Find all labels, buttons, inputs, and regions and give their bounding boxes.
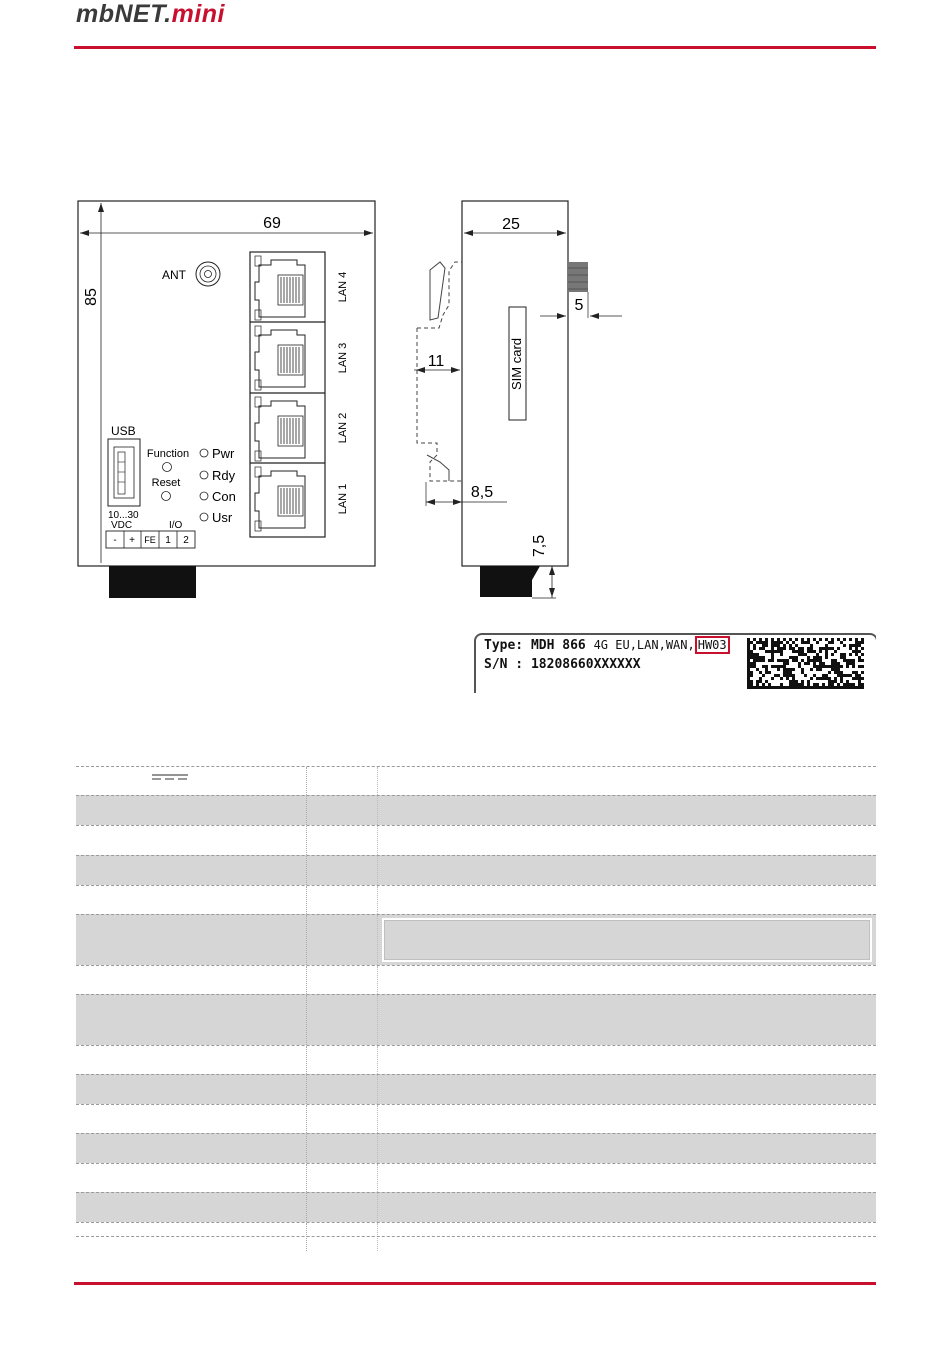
led-usr-icon — [200, 513, 208, 521]
spec-table-row — [76, 1045, 876, 1074]
lan-ports-block — [250, 252, 325, 537]
datamatrix-code-icon — [747, 638, 865, 690]
terminal-io2: 2 — [183, 535, 189, 546]
spec-inner-box — [382, 918, 872, 962]
dim-depth: 25 — [502, 216, 520, 233]
spec-table-row — [76, 994, 876, 1045]
dim-clip: 8,5 — [470, 484, 494, 501]
lan-port-icon — [250, 322, 325, 390]
footer-rule — [74, 1282, 876, 1285]
side-view — [414, 201, 622, 598]
lan-port-icon — [255, 256, 305, 320]
function-button-icon — [163, 463, 172, 472]
spec-table-row — [76, 885, 876, 914]
din-clip-outline — [417, 262, 462, 328]
spec-row-divider — [376, 1105, 378, 1133]
spec-row-label-cell — [76, 1223, 307, 1251]
spec-row-divider — [376, 886, 378, 914]
spec-row-divider — [376, 826, 378, 855]
spec-table-row — [76, 1074, 876, 1104]
lan-port-icon — [250, 393, 325, 461]
usb-label: USB — [111, 424, 136, 438]
usb-port-icon — [108, 439, 140, 506]
lan1-label: LAN 1 — [337, 483, 349, 515]
lan4-label: LAN 4 — [337, 271, 349, 303]
function-label: Function — [146, 448, 190, 460]
terminal-fe: FE — [144, 535, 156, 545]
spec-row-divider — [376, 796, 378, 825]
led-pwr-icon — [200, 449, 208, 457]
dim-width: 69 — [263, 215, 281, 232]
spec-row-label-cell — [76, 1193, 307, 1222]
spec-row-label-cell — [76, 1105, 307, 1133]
voltage-label: 10...30 — [108, 510, 139, 521]
spec-row-label-cell — [76, 995, 307, 1045]
serial-number: S/N : 18208660XXXXXX — [484, 657, 641, 672]
spec-row-divider — [376, 767, 378, 795]
spec-row-label-cell — [76, 886, 307, 914]
spec-row-label-cell — [76, 1164, 307, 1192]
spec-row-divider — [376, 995, 378, 1045]
spec-row-label-cell — [76, 915, 307, 965]
spec-row-label-cell — [76, 1046, 307, 1074]
type-label — [474, 633, 876, 693]
terminal-plus: + — [129, 535, 135, 546]
spec-table — [76, 766, 876, 1251]
type-variant: 4G EU,LAN,WAN, — [593, 638, 695, 652]
ant-label: ANT — [162, 268, 186, 282]
led-usr-label: Usr — [212, 510, 233, 525]
dim-antenna: 5 — [574, 297, 584, 314]
spec-row-label-cell — [76, 767, 307, 795]
lan2-label: LAN 2 — [337, 412, 349, 444]
spec-row-divider — [376, 1164, 378, 1192]
spec-row-divider — [376, 1193, 378, 1222]
lan-port-icon — [250, 463, 325, 531]
dim-height: 85 — [83, 288, 100, 306]
dim-rail: 11 — [427, 353, 445, 370]
reset-label: Reset — [151, 477, 181, 489]
spec-row-divider — [376, 915, 378, 965]
spec-table-row — [76, 965, 876, 994]
side-foot — [480, 566, 532, 597]
spec-row-label-cell — [76, 856, 307, 885]
front-view — [78, 201, 375, 598]
lan3-label: LAN 3 — [337, 342, 349, 374]
led-rdy-icon — [200, 471, 208, 479]
led-con-icon — [200, 492, 208, 500]
reset-button-icon — [162, 492, 171, 501]
logo-main-text: mbNET. — [76, 0, 172, 28]
type-line — [484, 638, 730, 653]
spec-row-label-cell — [76, 966, 307, 994]
spec-row-label-cell — [76, 826, 307, 855]
spec-row-divider — [376, 1223, 378, 1251]
spec-row-divider — [376, 1075, 378, 1104]
spec-table-row — [76, 825, 876, 855]
led-con-label: Con — [212, 489, 236, 504]
vdc-label: VDC — [111, 520, 133, 531]
terminal-io1: 1 — [165, 535, 171, 546]
dim-foot: 7,5 — [531, 534, 548, 558]
hw-revision: HW03 — [695, 636, 730, 654]
spec-row-divider — [376, 1134, 378, 1163]
type-prefix: Type: MDH 866 — [484, 638, 586, 653]
spec-table-row — [76, 1163, 876, 1192]
spec-table-row — [76, 855, 876, 885]
spec-row-divider — [376, 1046, 378, 1074]
front-foot — [109, 566, 196, 598]
spec-table-bottom-rule — [76, 1236, 876, 1237]
spec-table-row — [76, 766, 876, 795]
spec-row-divider — [376, 966, 378, 994]
antenna-stub — [568, 262, 588, 292]
sim-label: SIM card — [508, 337, 524, 391]
spec-table-row — [76, 1104, 876, 1133]
dc-symbol-icon — [152, 774, 188, 781]
spec-row-label-cell — [76, 796, 307, 825]
spec-row-label-cell — [76, 1075, 307, 1104]
spec-table-row — [76, 1192, 876, 1222]
spec-table-row — [76, 914, 876, 965]
spec-table-row — [76, 1133, 876, 1163]
led-rdy-label: Rdy — [212, 468, 236, 483]
spec-row-divider — [376, 856, 378, 885]
logo-accent-text: mini — [171, 0, 225, 28]
io-label: I/O — [169, 520, 183, 531]
terminal-minus: - — [113, 535, 117, 546]
spec-row-label-cell — [76, 1134, 307, 1163]
spec-table-row — [76, 795, 876, 825]
led-pwr-label: Pwr — [212, 446, 235, 461]
